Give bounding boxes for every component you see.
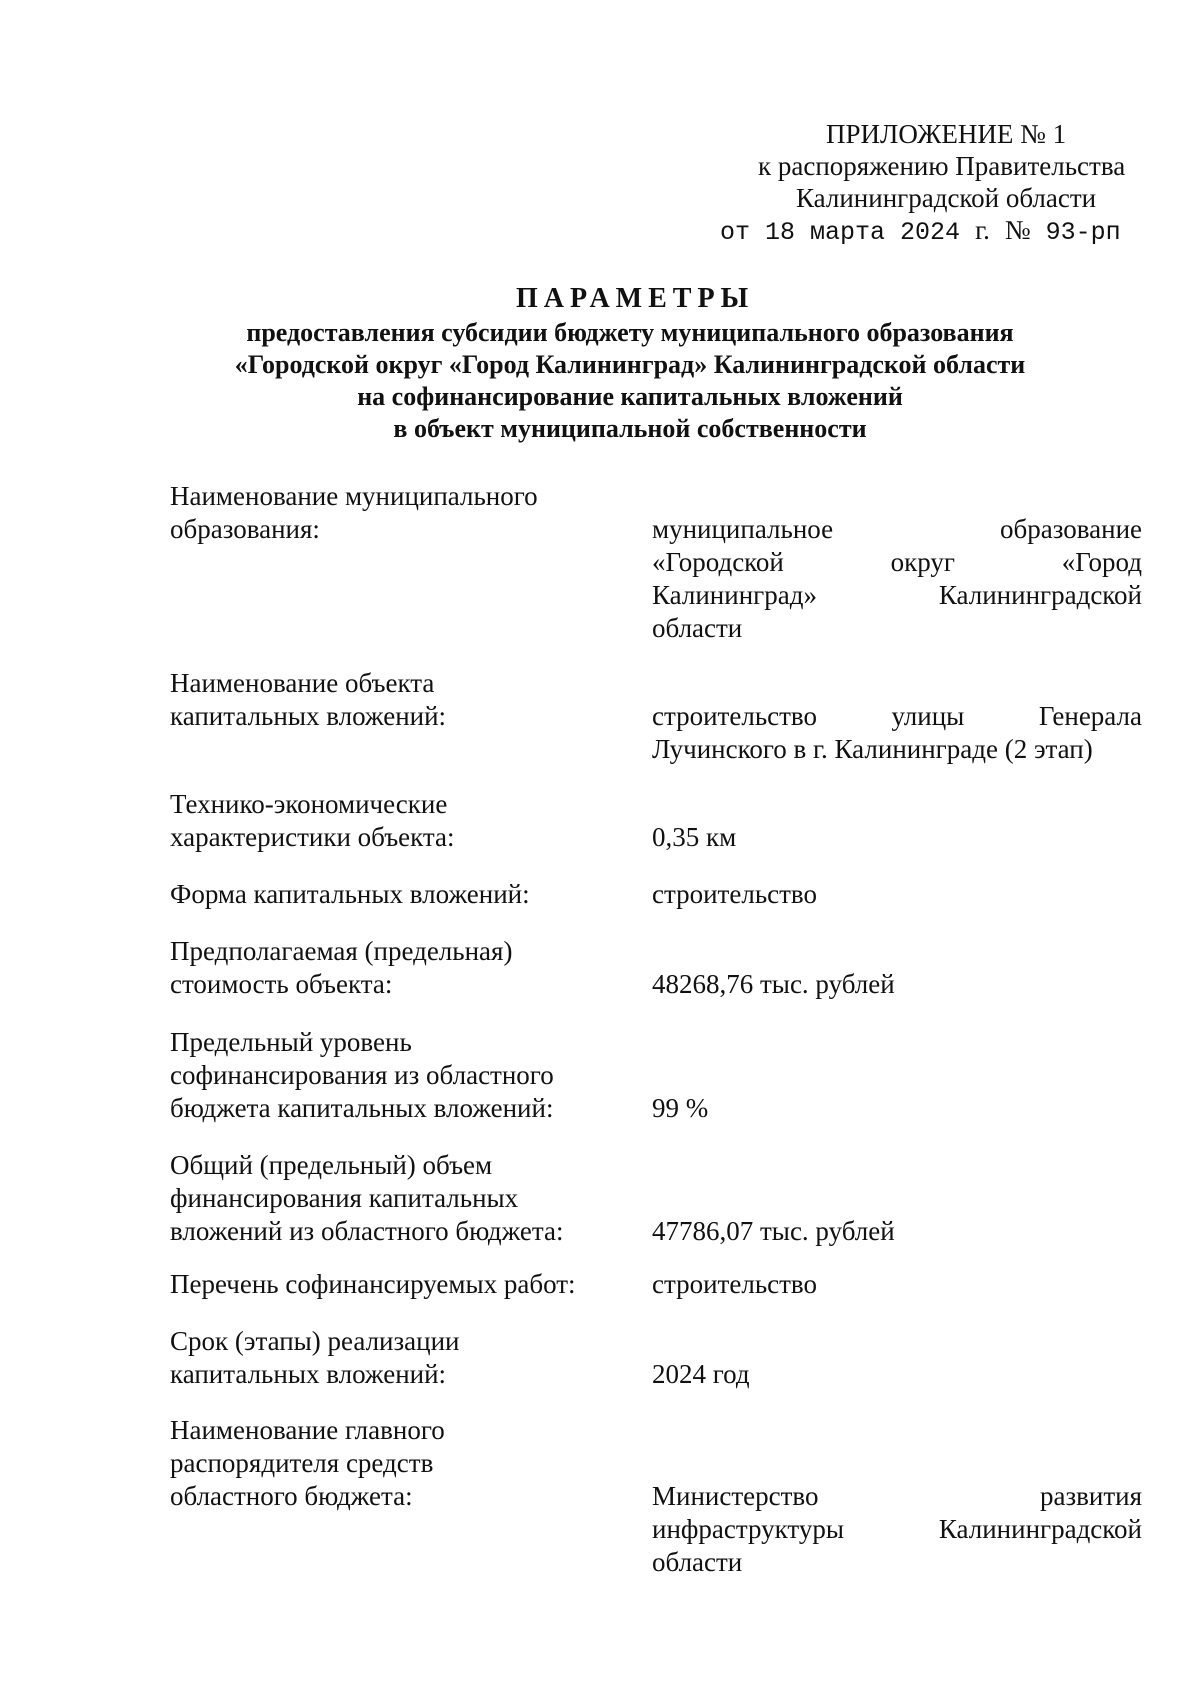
document-title (0, 283, 1200, 445)
param-value: 0,35 км (652, 822, 737, 852)
param-label: Предполагаемая (предельная) стоимость объекта: (170, 936, 513, 999)
param-value: Министерство развития инфраструктуры Калининградской области (652, 1481, 1142, 1577)
number-sign: № (1004, 215, 1031, 245)
order-number: 93-рп (1045, 218, 1121, 247)
title-line-2: «Городской округ «Город Калининград» Калининградской области (234, 350, 1026, 379)
param-label: Предельный уровень софинансирования из областного бюджета капитальных вложений: (170, 1027, 554, 1123)
title-heading: ПАРАМЕТРЫ (515, 283, 755, 314)
year-suffix: г. (975, 215, 990, 245)
appendix-date-number (720, 214, 1121, 249)
title-line-4: в объект муниципальной собственности (393, 414, 867, 443)
param-label: Наименование муниципального образования: (170, 481, 538, 544)
param-value: строительство (652, 879, 817, 909)
date-prefix: от (720, 218, 751, 247)
param-value: строительство (652, 1269, 817, 1299)
appendix-order-ref: к распоряжению Правительства (758, 151, 1126, 181)
title-line-3: на софинансирование капитальных вложений (357, 382, 903, 411)
param-value: муниципальное образование «Городской округ «Город Калининград» Калининградской области (652, 514, 1142, 643)
appendix-number: ПРИЛОЖЕНИЕ № 1 (826, 119, 1067, 149)
title-line-1: предоставления субсидии бюджету муниципального образования (246, 318, 1014, 347)
param-label: Наименование объекта капитальных вложений: (170, 668, 447, 731)
param-label: Наименование главного распорядителя средств областного бюджета: (170, 1415, 445, 1511)
appendix-region: Калининградской области (796, 183, 1097, 213)
param-label: Общий (предельный) объем финансирования капитальных вложений из областного бюджета: (170, 1150, 564, 1246)
param-value: 47786,07 тыс. рублей (652, 1216, 895, 1246)
param-label: Форма капитальных вложений: (170, 879, 530, 909)
param-value: 2024 год (652, 1359, 750, 1389)
order-date: 18 марта 2024 (765, 218, 961, 247)
param-label: Срок (этапы) реализации капитальных вложений: (170, 1326, 460, 1389)
param-value: строительство улицы Генерала Лучинского в г. Калининграде (2 этап) (652, 701, 1142, 764)
param-value: 48268,76 тыс. рублей (652, 969, 895, 999)
param-label: Перечень софинансируемых работ: (170, 1269, 576, 1299)
param-value: 99 % (652, 1093, 709, 1123)
param-label: Технико-экономические характеристики объекта: (170, 789, 455, 852)
